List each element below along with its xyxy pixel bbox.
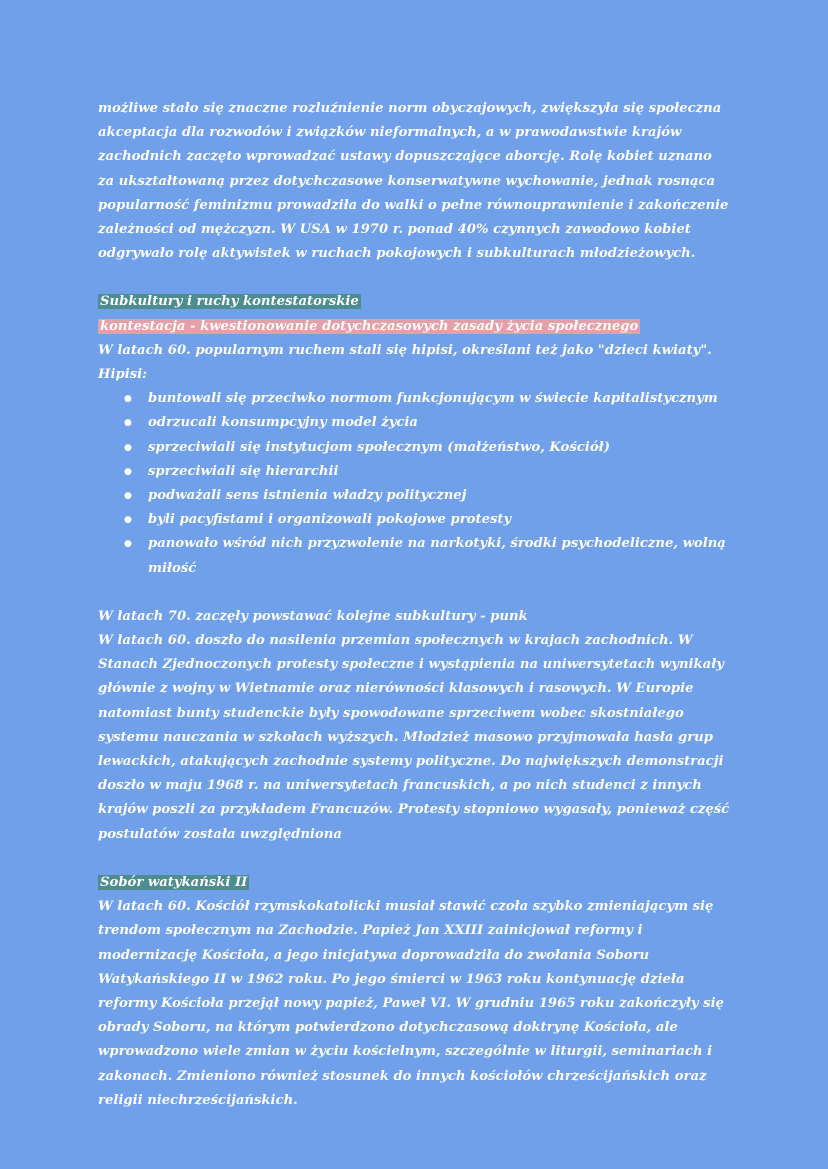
hippies-bullet-list xyxy=(98,387,730,581)
bullet-item: ● byli pacyfistami i organizowali pokojowe protesty xyxy=(124,508,730,532)
bullet-item: ● odrzucali konsumpcyjny model życia xyxy=(124,411,730,435)
spacer xyxy=(98,266,730,290)
bullet-item: ● podważali sens istnienia władzy politycznej xyxy=(124,484,730,508)
section-vatican-council xyxy=(98,871,730,1113)
definition-contestation: kontestacja - kwestionowanie dotychczasowych zasady życia społecznego xyxy=(100,318,639,334)
section-subcultures xyxy=(98,290,730,846)
hippies-lead: W latach 60. popularnym ruchem stali się hipisi, określani też jako "dzieci kwiaty". Hipisi: xyxy=(98,342,712,383)
section-heading-vatican: Sobór watykański II xyxy=(100,874,248,890)
spacer xyxy=(98,847,730,871)
punk-line: W latach 70. zaczęły powstawać kolejne subkultury - punk xyxy=(98,608,528,624)
spacer xyxy=(98,581,730,605)
section-heading-subcultures: Subkultury i ruchy kontestatorskie xyxy=(100,294,359,310)
document-body xyxy=(98,97,730,1113)
intro-paragraph: możliwe stało się znaczne rozluźnienie norm obyczajowych, zwiększyła się społeczna akceptacja dla rozwodów i związków nieformalnych, a w prawodawstwie krajów zachodnich zaczęto wprowadzać ustawy dopuszczające aborcję. Rolę kobiet uznano za ukształtowaną przez dotychczasowe konserwatywne wychowanie, jednak rosnąca popularność feminizmu prowadziła do walki o pełne równouprawnienie i zakończenie zależności od mężczyzn. W USA w 1970 r. ponad 40% czynnych zawodowo kobiet odgrywało rolę aktywistek w ruchach pokojowych i subkulturach młodzieżowych. xyxy=(98,101,729,262)
bullet-item: ● sprzeciwiali się hierarchii xyxy=(124,460,730,484)
bullet-item: ● buntowali się przeciwko normom funkcjonującym w świecie kapitalistycznym xyxy=(124,387,730,411)
vatican-paragraph: W latach 60. Kościół rzymskokatolicki musiał stawić czoła szybko zmieniającym się trendom społecznym na Zachodzie. Papież Jan XXIII zainicjował reformy i modernizację Kościoła, a jego inicjatywa doprowadziła do zwołania Soboru Watykańskiego II w 1962 roku. Po jego śmierci w 1963 roku kontynuację dzieła reformy Kościoła przejął nowy papież, Paweł VI. W grudniu 1965 roku zakończyły się obrady Soboru, na którym potwierdzono dotychczasową doktrynę Kościoła, ale wprowadzono wiele zmian w życiu kościelnym, szczególnie w liturgii, seminariach i zakonach. Zmieniono również stosunek do innych kościołów chrześcijańskich oraz religii niechrześcijańskich. xyxy=(98,899,724,1108)
protests-paragraph: W latach 60. doszło do nasilenia przemian społecznych w krajach zachodnich. W Stanach Zjednoczonych protesty społeczne i wystąpienia na uniwersytetach wynikały głównie z wojny w Wietnamie oraz nierówności klasowych i rasowych. W Europie natomiast bunty studenckie były spowodowane sprzeciwem wobec skostniałego systemu nauczania w szkołach wyższych. Młodzież masowo przyjmowała hasła grup lewackich, atakujących zachodnie systemy polityczne. Do największych demonstracji doszło w maju 1968 r. na uniwersytetach francuskich, a po nich studenci z innych krajów poszli za przykładem Francuzów. Protesty stopniowo wygasały, ponieważ część postulatów została uwzględniona xyxy=(98,633,730,842)
bullet-item: ● sprzeciwiali się instytucjom społecznym (małżeństwo, Kościół) xyxy=(124,436,730,460)
bullet-item: ● panowało wśród nich przyzwolenie na narkotyki, środki psychodeliczne, wolną miłość xyxy=(124,532,730,580)
